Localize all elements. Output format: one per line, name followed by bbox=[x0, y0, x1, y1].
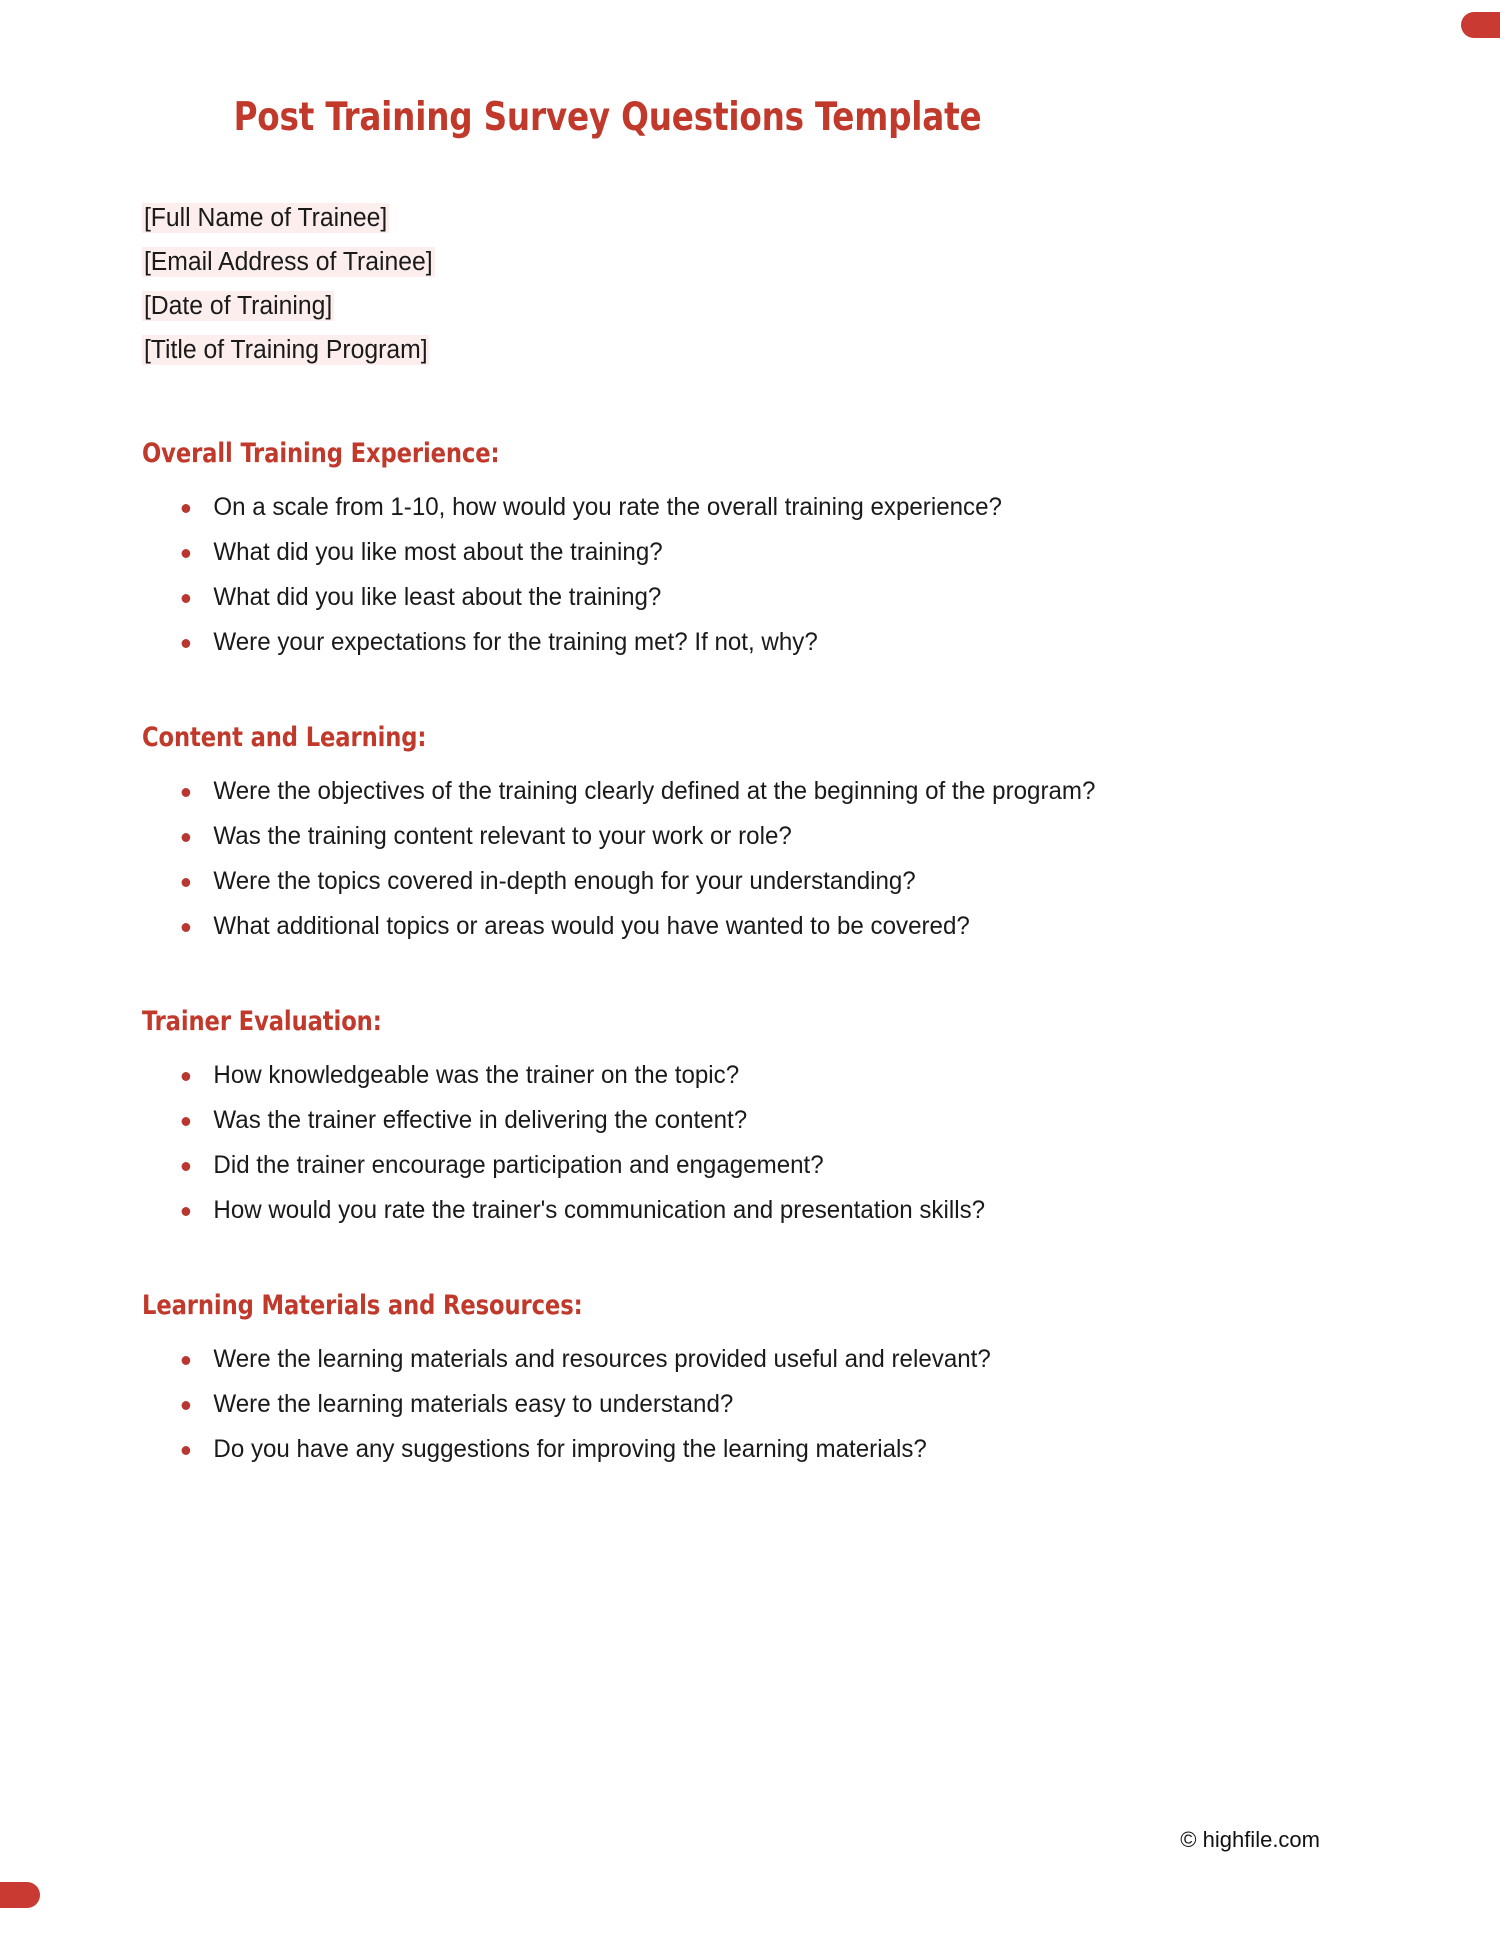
section-heading-trainer-evaluation: Trainer Evaluation: bbox=[142, 1006, 382, 1037]
section-content-and-learning bbox=[142, 722, 1182, 941]
list-item bbox=[142, 1150, 1146, 1180]
question-list-learning-materials-and-resources bbox=[142, 1344, 1182, 1464]
decorative-pill-bottom-left bbox=[0, 1882, 40, 1908]
bullet-dot-icon bbox=[182, 504, 191, 513]
bullet-dot-icon bbox=[182, 639, 191, 648]
question-text: What did you like least about the training? bbox=[213, 583, 662, 611]
question-text: Were the learning materials and resources provided useful and relevant? bbox=[213, 1345, 991, 1373]
decorative-pill-top-right bbox=[1461, 12, 1500, 38]
question-text: Were your expectations for the training met? If not, why? bbox=[213, 628, 818, 656]
trainee-fields bbox=[142, 196, 1182, 372]
section-heading-learning-materials-and-resources: Learning Materials and Resources: bbox=[142, 1290, 583, 1321]
bullet-dot-icon bbox=[182, 878, 191, 887]
list-item bbox=[142, 1434, 1146, 1464]
bullet-dot-icon bbox=[182, 1162, 191, 1171]
list-item bbox=[142, 1344, 1146, 1374]
question-list-trainer-evaluation bbox=[142, 1060, 1182, 1225]
list-item bbox=[142, 911, 1146, 941]
list-item bbox=[142, 582, 1146, 612]
question-text: What additional topics or areas would you have wanted to be covered? bbox=[213, 912, 970, 940]
bullet-dot-icon bbox=[182, 1446, 191, 1455]
section-trainer-evaluation bbox=[142, 1006, 1182, 1225]
field-date-of-training-label: [Date of Training] bbox=[143, 292, 333, 320]
question-text: Were the objectives of the training clearly defined at the beginning of the program? bbox=[213, 777, 1096, 805]
question-text: Were the learning materials easy to understand? bbox=[213, 1390, 734, 1418]
bullet-dot-icon bbox=[182, 788, 191, 797]
field-email-address-label: [Email Address of Trainee] bbox=[143, 248, 433, 276]
question-text: How would you rate the trainer's communication and presentation skills? bbox=[213, 1196, 986, 1224]
question-list-overall-training-experience bbox=[142, 492, 1182, 657]
question-text: Were the topics covered in-depth enough for your understanding? bbox=[213, 867, 916, 895]
field-full-name-label: [Full Name of Trainee] bbox=[143, 204, 388, 232]
page-title: Post Training Survey Questions Template bbox=[233, 95, 982, 140]
bullet-dot-icon bbox=[182, 923, 191, 932]
list-item bbox=[142, 1389, 1146, 1419]
bullet-dot-icon bbox=[182, 1356, 191, 1365]
field-training-title[interactable] bbox=[142, 328, 1151, 372]
question-text: Did the trainer encourage participation and engagement? bbox=[213, 1151, 824, 1179]
bullet-dot-icon bbox=[182, 833, 191, 842]
list-item bbox=[142, 776, 1146, 806]
list-item bbox=[142, 821, 1146, 851]
field-date-of-training[interactable] bbox=[142, 284, 1151, 328]
bullet-dot-icon bbox=[182, 1401, 191, 1410]
list-item bbox=[142, 1060, 1146, 1090]
list-item bbox=[142, 627, 1146, 657]
document-content bbox=[142, 196, 1182, 1464]
question-text: Do you have any suggestions for improving the learning materials? bbox=[213, 1435, 927, 1463]
section-learning-materials-and-resources bbox=[142, 1290, 1182, 1464]
field-full-name[interactable] bbox=[142, 196, 1151, 240]
footer-copyright: © highfile.com bbox=[1180, 1827, 1320, 1852]
bullet-dot-icon bbox=[182, 1207, 191, 1216]
field-training-title-label: [Title of Training Program] bbox=[143, 336, 428, 364]
bullet-dot-icon bbox=[182, 549, 191, 558]
bullet-dot-icon bbox=[182, 594, 191, 603]
list-item bbox=[142, 492, 1146, 522]
list-item bbox=[142, 1195, 1146, 1225]
list-item bbox=[142, 1105, 1146, 1135]
bullet-dot-icon bbox=[182, 1072, 191, 1081]
question-text: Was the trainer effective in delivering the content? bbox=[213, 1106, 748, 1134]
list-item bbox=[142, 866, 1146, 896]
section-heading-overall-training-experience: Overall Training Experience: bbox=[142, 438, 500, 469]
list-item bbox=[142, 537, 1146, 567]
question-text: How knowledgeable was the trainer on the topic? bbox=[213, 1061, 740, 1089]
section-overall-training-experience bbox=[142, 438, 1182, 657]
bullet-dot-icon bbox=[182, 1117, 191, 1126]
question-text: What did you like most about the training? bbox=[213, 538, 663, 566]
field-email-address[interactable] bbox=[142, 240, 1151, 284]
question-list-content-and-learning bbox=[142, 776, 1182, 941]
section-heading-content-and-learning: Content and Learning: bbox=[142, 722, 427, 753]
question-text: On a scale from 1-10, how would you rate the overall training experience? bbox=[213, 493, 1002, 521]
question-text: Was the training content relevant to your work or role? bbox=[213, 822, 792, 850]
